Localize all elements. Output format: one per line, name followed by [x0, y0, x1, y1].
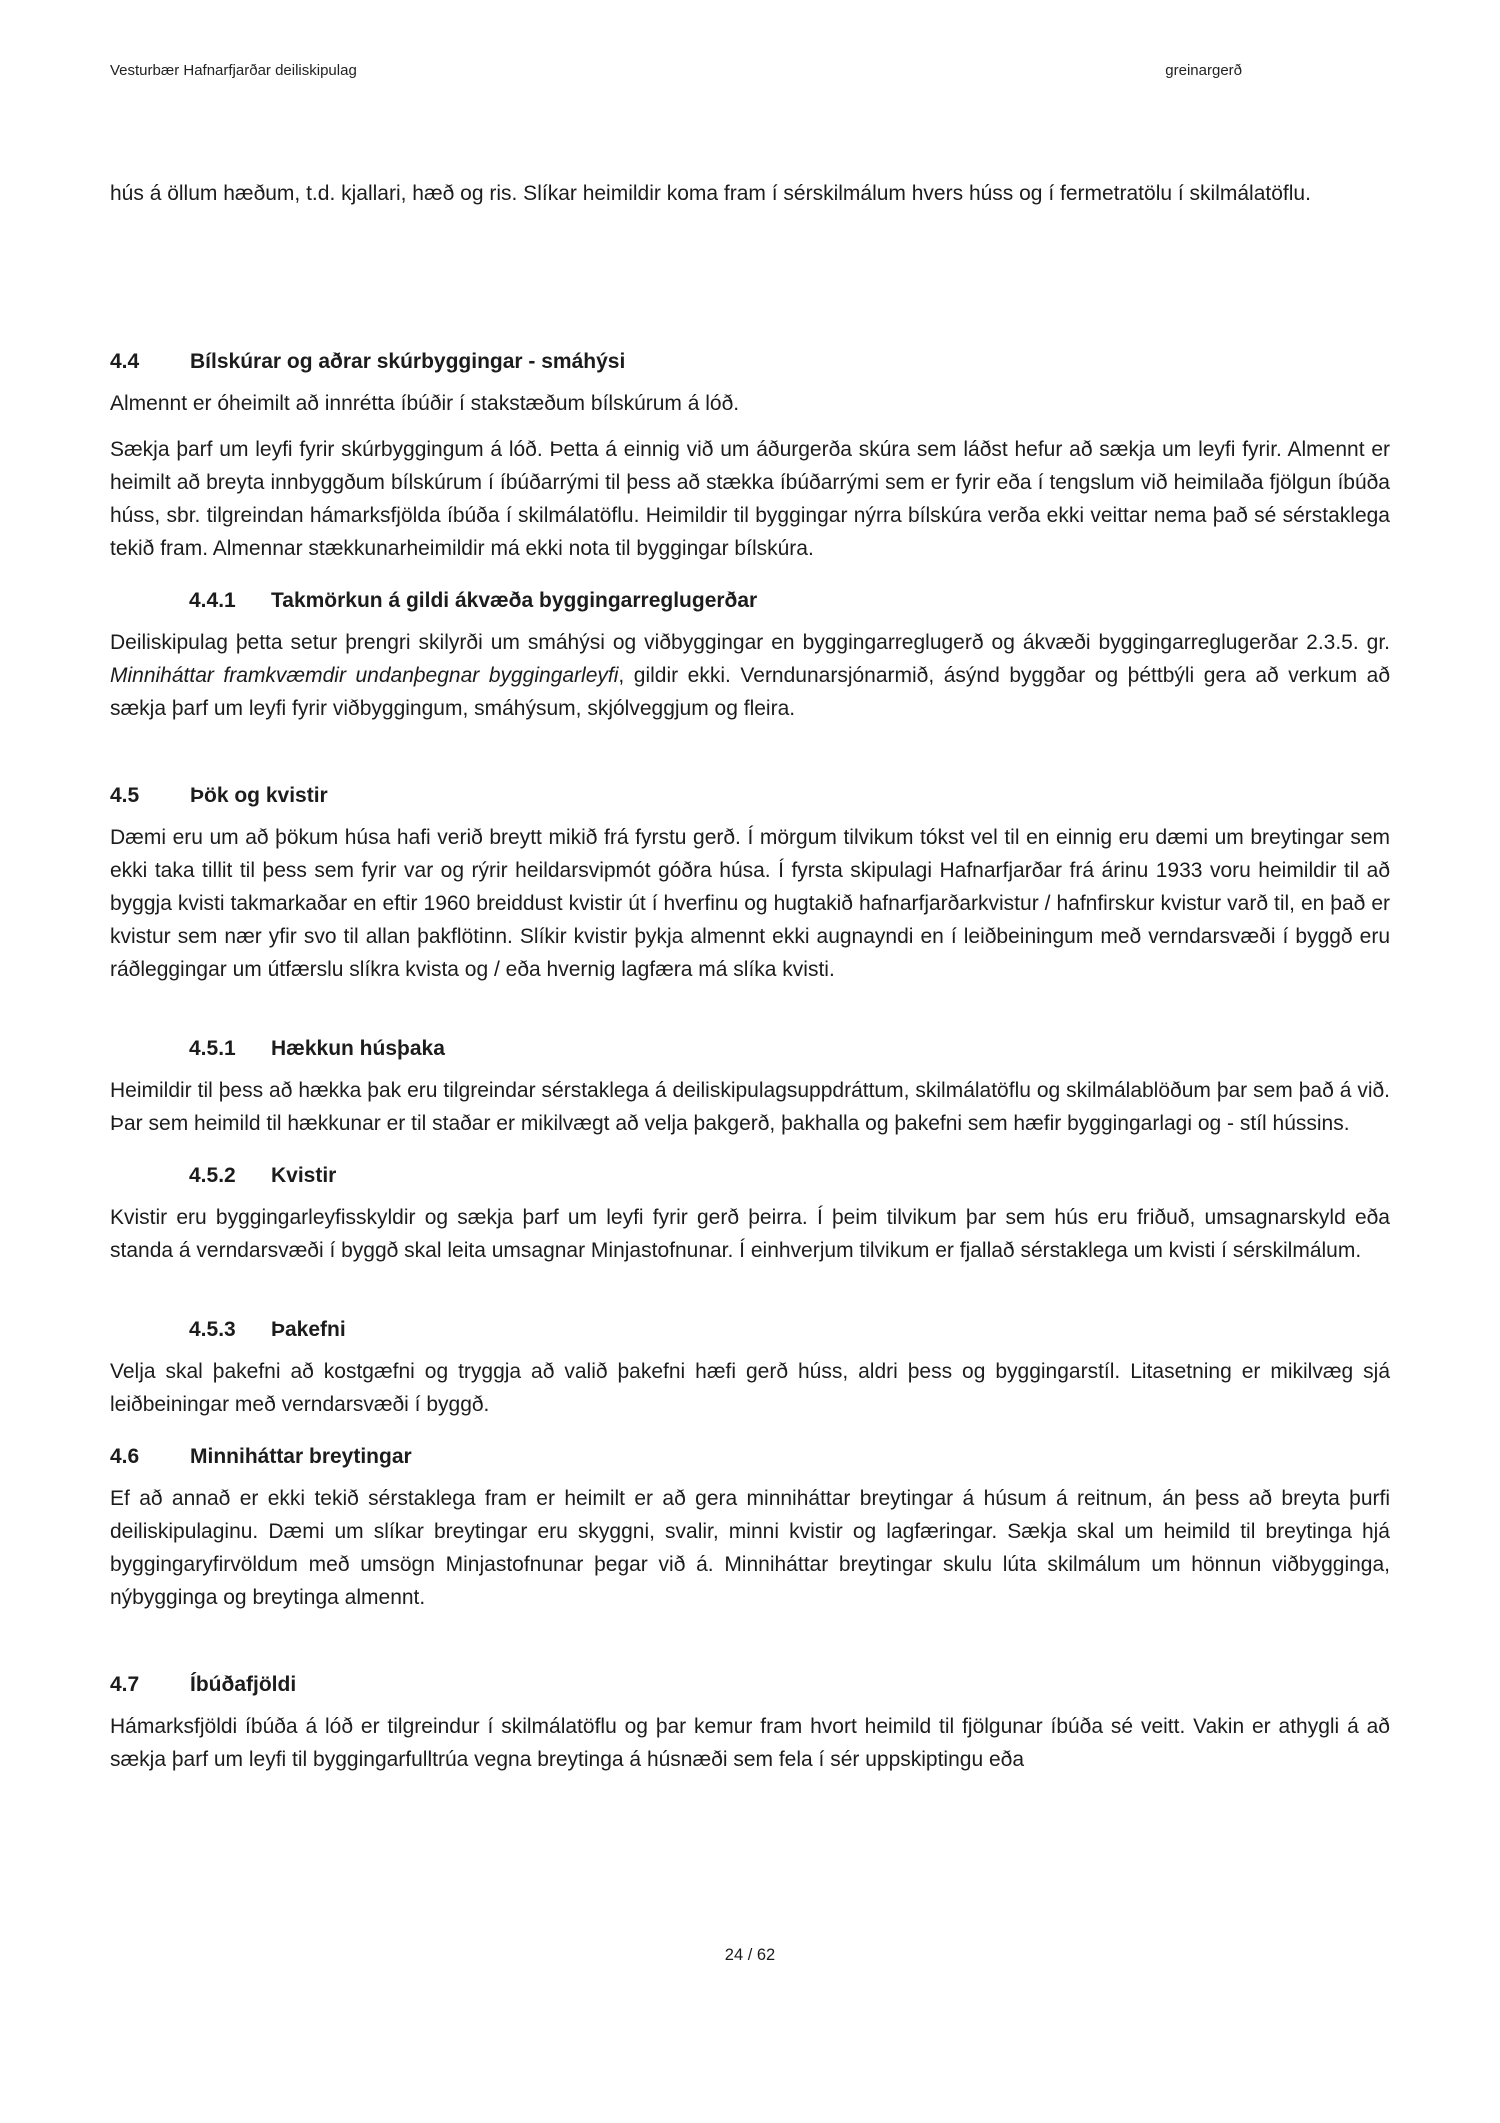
header-doc-title: Vesturbær Hafnarfjarðar deiliskipulag — [110, 62, 357, 79]
section-heading-4-5-1 — [110, 1032, 1390, 1065]
section-heading-4-5-3 — [110, 1313, 1390, 1346]
paragraph: Almennt er óheimilt að innrétta íbúðir í stakstæðum bílskúrum á lóð. — [110, 392, 740, 415]
section-title: Hækkun húsþaka — [271, 1037, 445, 1060]
intro-paragraph: hús á öllum hæðum, t.d. kjallari, hæð og ris. Slíkar heimildir koma fram í sérskilmálum hvers húss og í fermetratölu í skilmálatöflu. — [110, 182, 1311, 205]
section-title: Kvistir — [271, 1164, 337, 1187]
page-header — [110, 62, 1390, 79]
paragraph-text: , gildir ekki. Verndunarsjónarmið, ásýnd byggðar og þéttbýli gera að verkum að sækja þarf um leyfi fyrir viðbyggingum, smáhýsum, skjólveggjum og fleira. — [110, 664, 1390, 720]
section-number: 4.4.1 — [189, 589, 236, 612]
section-heading-4-4-1 — [110, 584, 1390, 617]
paragraph-text: Deiliskipulag þetta setur þrengri skilyrði um smáhýsi og viðbyggingar en byggingarreglugerð og ákvæði byggingarreglugerðar 2.3.5. gr. — [110, 631, 1390, 654]
paragraph: Ef að annað er ekki tekið sérstaklega fram er heimilt er að gera minniháttar breytingar á húsum á reitnum, án þess að breyta þurfi deiliskipulaginu. Dæmi um slíkar breytingar eru skyggni, svalir, minni kvistir og lagfæringar. Sækja skal um heimild til breytinga hjá byggingaryfirvöldum með umsögn Minjastofnunar þegar við á. Minniháttar breytingar skulu lúta skilmálum um hönnun viðbygginga, nýbygginga og breytinga almennt. — [110, 1487, 1390, 1609]
paragraph: Sækja þarf um leyfi fyrir skúrbyggingum á lóð. Þetta á einnig við um áðurgerða skúra sem láðst hefur að sækja um leyfi fyrir. Almennt er heimilt að breyta innbyggðum bílskúrum í íbúðarrými til þess að stækka íbúðarrými sem er fyrir eða í tengslum við heimilaða fjölgun íbúða húss, sbr. tilgreindan hámarksfjölda íbúða í skilmálatöflu. Heimildir til byggingar nýrra bílskúra verða ekki veittar nema það sé sérstaklega tekið fram. Almennar stækkunarheimildir má ekki nota til byggingar bílskúra. — [110, 438, 1390, 560]
section-title: Bílskúrar og aðrar skúrbyggingar - smáhýsi — [190, 350, 626, 373]
italic-text: Minniháttar framkvæmdir undanþegnar byggingarleyfi — [110, 664, 619, 687]
section-heading-4-4 — [110, 345, 1390, 378]
paragraph: Heimildir til þess að hækka þak eru tilgreindar sérstaklega á deiliskipulagsuppdráttum, skilmálatöflu og skilmálablöðum þar sem það á við. Þar sem heimild til hækkunar er til staðar er mikilvægt að velja þakgerð, þakhalla og þakefni sem hæfir byggingarlagi og - stíl hússins. — [110, 1079, 1390, 1135]
paragraph: Kvistir eru byggingarleyfisskyldir og sækja þarf um leyfi fyrir gerð þeirra. Í þeim tilvikum þar sem hús eru friðuð, umsagnarskyld eða standa á verndarsvæði í byggð skal leita umsagnar Minjastofnunar. Í einhverjum tilvikum er fjallað sérstaklega um kvisti í sérskilmálum. — [110, 1206, 1390, 1262]
paragraph: Dæmi eru um að þökum húsa hafi verið breytt mikið frá fyrstu gerð. Í mörgum tilvikum tókst vel til en einnig eru dæmi um breytingar sem ekki taka tillit til þess sem fyrir var og rýrir heildarsvipmót góðra húsa. Í fyrsta skipulagi Hafnarfjarðar frá árinu 1933 voru heimildir til að byggja kvisti takmarkaðar en eftir 1960 breiddust kvistir út í hverfinu og hugtakið hafnarfjarðarkvistur / hafnfirskur kvistur varð til, en það er kvistur sem nær yfir svo til allan þakflötinn. Slíkir kvistir þykja almennt ekki augnayndi en í leiðbeiningum með verndarsvæði í byggð eru ráðleggingar um útfærslu slíkra kvista og / eða hvernig lagfæra má slíka kvisti. — [110, 826, 1390, 981]
section-title: Þakefni — [271, 1318, 346, 1341]
document-body — [110, 177, 1390, 1776]
section-number: 4.5.1 — [189, 1037, 236, 1060]
section-number: 4.7 — [110, 1673, 140, 1696]
paragraph — [110, 626, 1390, 725]
section-heading-4-6 — [110, 1440, 1390, 1473]
section-number: 4.5 — [110, 784, 140, 807]
section-heading-4-7 — [110, 1668, 1390, 1701]
paragraph: Velja skal þakefni að kostgæfni og tryggja að valið þakefni hæfi gerð húss, aldri þess og byggingarstíl. Litasetning er mikilvæg sjá leiðbeiningar með verndarsvæði í byggð. — [110, 1360, 1390, 1416]
section-number: 4.4 — [110, 350, 140, 373]
section-title: Íbúðafjöldi — [190, 1673, 297, 1696]
section-title: Þök og kvistir — [190, 784, 328, 807]
page-footer — [0, 1946, 1500, 1965]
section-title: Minniháttar breytingar — [190, 1445, 412, 1468]
header-doc-type: greinargerð — [1165, 62, 1242, 79]
section-title: Takmörkun á gildi ákvæða byggingarreglugerðar — [271, 589, 758, 612]
section-heading-4-5-2 — [110, 1159, 1390, 1192]
section-number: 4.5.3 — [189, 1318, 236, 1341]
paragraph: Hámarksfjöldi íbúða á lóð er tilgreindur í skilmálatöflu og þar kemur fram hvort heimild til fjölgunar íbúða sé veitt. Vakin er athygli á að sækja þarf um leyfi til byggingarfulltrúa vegna breytinga á húsnæði sem fela í sér uppskiptingu eða — [110, 1715, 1390, 1771]
page-number: 24 / 62 — [724, 1946, 776, 1964]
section-number: 4.5.2 — [189, 1164, 236, 1187]
section-number: 4.6 — [110, 1445, 140, 1468]
section-heading-4-5 — [110, 779, 1390, 812]
